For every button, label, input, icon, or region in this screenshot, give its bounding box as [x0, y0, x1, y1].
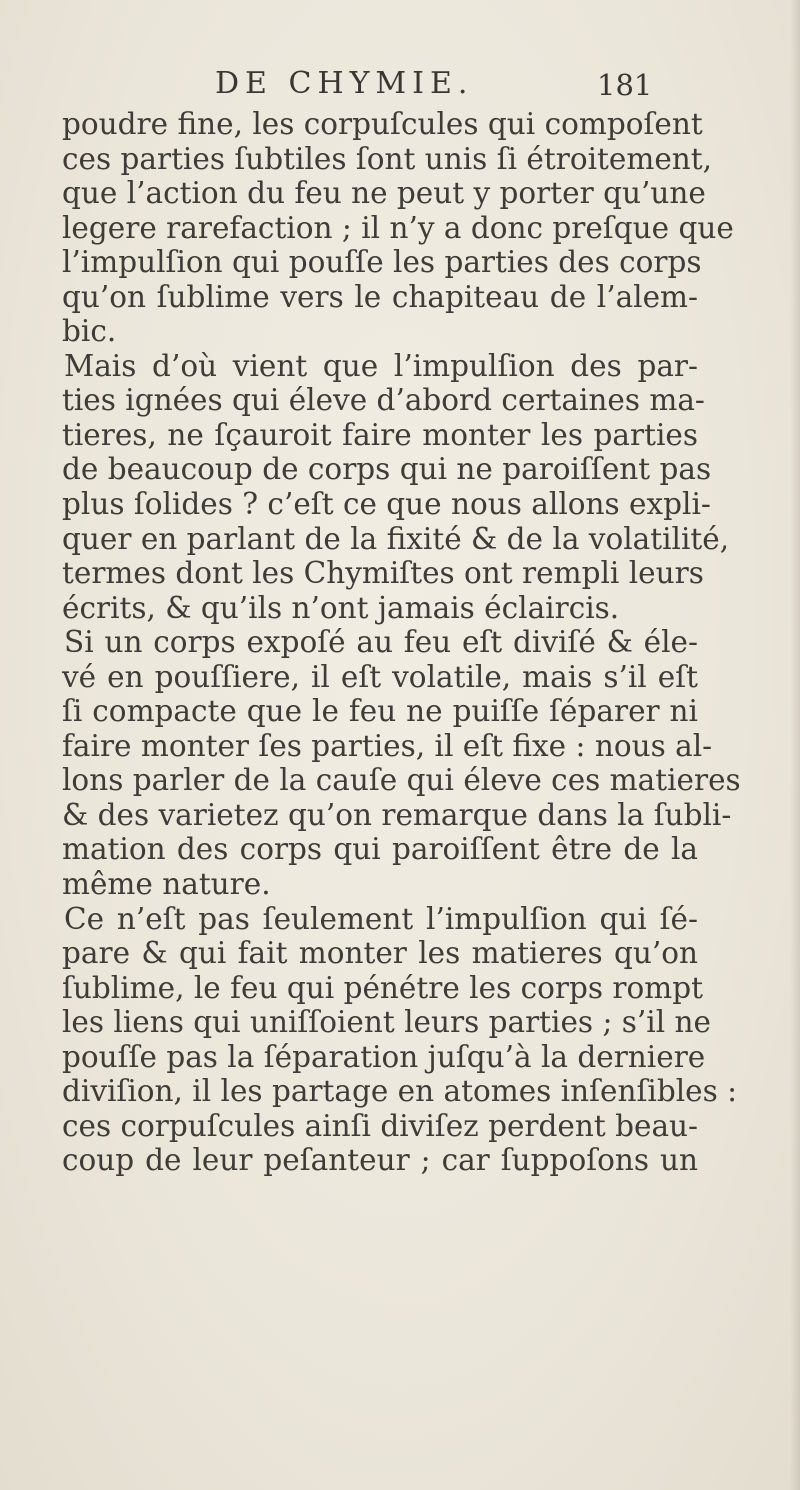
- text-line: & des varietez qu’on remarque dans la ſubli-: [62, 797, 732, 832]
- paragraph-end-line: écrits, & qu’ils n’ont jamais éclaircis.: [62, 590, 620, 625]
- text-line: que l’action du feu ne peut y porter qu’une: [62, 176, 706, 211]
- text-line: poudre fine, les corpuſcules qui compoſent: [62, 107, 703, 141]
- text-line: qu’on ſublime vers le chapiteau de l’alem-: [62, 279, 698, 314]
- page-number: 181: [597, 68, 653, 102]
- body-text: [62, 107, 741, 1178]
- text-line: pouſſe pas la ſéparation juſqu’à la derniere: [62, 1039, 706, 1074]
- text-line: vé en pouſſiere, il eſt volatile, mais s’il eſt: [62, 659, 698, 694]
- text-line: quer en parlant de la fixité & de la volatilité,: [62, 521, 730, 556]
- text-line: plus ſolides ? c’eſt ce que nous allons expli-: [62, 487, 711, 522]
- text-line: l’impulſion qui pouſſe les parties des corps: [62, 245, 702, 280]
- paragraph-first-line: Ce n’eſt pas ſeulement l’impulſion qui ſé-: [64, 901, 698, 936]
- text-line: legere rarefaction ; il n’y a donc preſque que: [62, 210, 734, 245]
- text-line: les liens qui uniſſoient leurs parties ; s’il ne: [62, 1005, 711, 1040]
- text-line: ces parties ſubtiles ſont unis ſi étroitement,: [62, 141, 713, 176]
- text-line: ſublime, le feu qui pénétre les corps rompt: [62, 970, 703, 1005]
- text-line: termes dont les Chymiſtes ont rempli leurs: [62, 556, 704, 591]
- text-line: mation des corps qui paroiſſent être de la: [62, 832, 698, 867]
- paragraph-first-line: Mais d’où vient que l’impulſion des par-: [64, 348, 698, 383]
- text-line: ties ignées qui éleve d’abord certaines ma-: [62, 383, 705, 418]
- text-line: de beaucoup de corps qui ne paroiſſent pas: [62, 452, 712, 487]
- text-line: ces corpuſcules ainſi diviſez perdent beau-: [62, 1108, 698, 1143]
- paragraph-end-line: bic.: [62, 314, 117, 349]
- paragraph-first-line: Si un corps expoſé au feu eſt diviſé & éle-: [64, 625, 698, 660]
- text-line: faire monter ſes parties, il eſt fixe : nous al-: [62, 728, 713, 763]
- text-line: lons parler de la cauſe qui éleve ces matieres: [62, 763, 741, 798]
- text-line: ſi compacte que le feu ne puiſſe ſéparer ni: [62, 694, 698, 729]
- paragraph-end-line: même nature.: [62, 867, 271, 902]
- running-title: DE CHYMIE.: [215, 66, 474, 101]
- text-line: coup de leur peſanteur ; car ſuppoſons un: [62, 1143, 698, 1178]
- text-line: diviſion, il les partage en atomes inſenſibles :: [62, 1074, 738, 1109]
- text-line: pare & qui fait monter les matieres qu’on: [62, 936, 698, 971]
- page-edge-shadow: [790, 0, 800, 1490]
- text-line: tieres, ne ſçauroit faire monter les parties: [62, 417, 698, 452]
